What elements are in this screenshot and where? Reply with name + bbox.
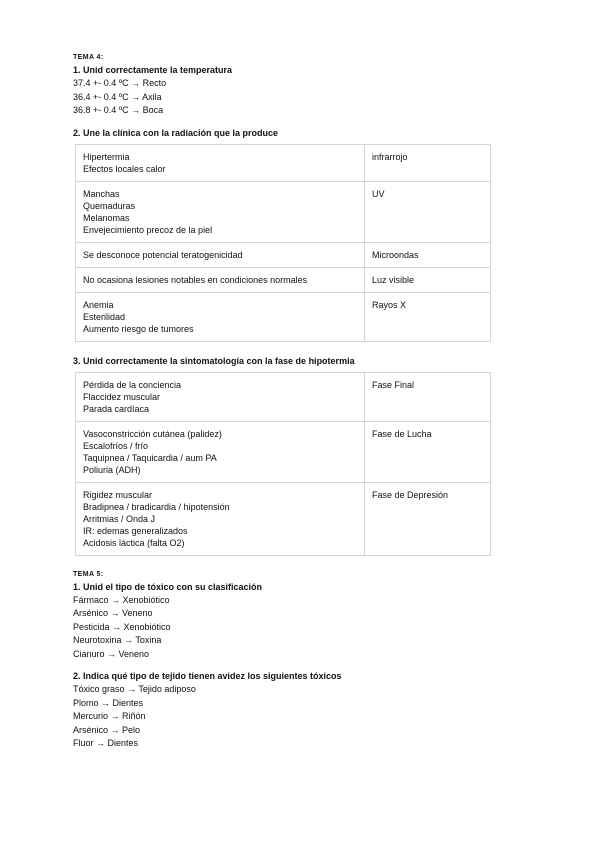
table-cell-fase: Fase de Depresión <box>365 482 491 555</box>
cell-line: Poliuria (ADH) <box>83 464 141 475</box>
table-cell-sintomas <box>76 372 365 421</box>
table-cell-clinica <box>76 267 365 292</box>
table-cell-fase: Fase Final <box>365 372 491 421</box>
list-item: Fluor → Dientes <box>73 738 139 748</box>
list-item: Cianuro → Veneno <box>73 648 150 659</box>
list-item: 37.4 +- 0.4 ºC → Recto <box>73 78 167 88</box>
tema5-q2-title: 2. Indica qué tipo de tejido tienen avidez los siguientes tóxicos <box>73 671 342 681</box>
table-cell-clinica <box>76 181 365 242</box>
radiation-table <box>75 144 491 342</box>
tema4-q3-title: 3. Unid correctamente la sintomatología con la fase de hipotermia <box>73 355 355 366</box>
table-row <box>76 421 491 482</box>
cell-line: Flaccidez muscular <box>83 391 161 402</box>
cell-line: Pérdida de la conciencia <box>83 379 182 390</box>
cell-line: Anemia <box>83 299 114 310</box>
cell-line: Bradipnea / bradicardia / hipotensión <box>83 501 230 512</box>
table-cell-radiacion: infrarrojo <box>365 144 491 181</box>
tema5-q1-title: 1. Unid el tipo de tóxico con su clasificación <box>73 581 263 592</box>
cell-line: Esterilidad <box>83 311 126 322</box>
tema4-q2-title: 2. Une la clínica con la radiación que la produce <box>73 127 279 138</box>
cell-line: Envejecimiento precoz de la piel <box>83 224 213 235</box>
table-cell-sintomas <box>76 482 365 555</box>
cell-line: Rigidez muscular <box>83 489 153 500</box>
table-cell-clinica <box>76 144 365 181</box>
list-item: Plomo → Dientes <box>73 697 144 708</box>
table-cell-radiacion: UV <box>365 181 491 242</box>
cell-line: IR: edemas generalizados <box>83 525 188 536</box>
cell-line: Melanomas <box>83 212 130 223</box>
list-item: Fármaco → Xenobiótico <box>73 594 170 605</box>
table-cell-clinica <box>76 242 365 267</box>
cell-line: Vasoconstricción cutánea (palidez) <box>83 428 222 439</box>
tema4-q1-title: 1. Unid correctamente la temperatura <box>73 65 233 75</box>
list-item: Neurotoxina → Toxina <box>73 635 162 645</box>
table-cell-radiacion: Microondas <box>365 242 491 267</box>
cell-line: Parada cardíaca <box>83 403 150 414</box>
table-row <box>76 292 491 341</box>
cell-line: Se desconoce potencial teratogenicidad <box>83 249 243 260</box>
cell-line: Arritmias / Onda J <box>83 513 156 524</box>
table-row <box>76 144 491 181</box>
table-cell-radiacion: Rayos X <box>365 292 491 341</box>
cell-line: Efectos locales calor <box>83 163 166 174</box>
list-item: Arsénico → Veneno <box>73 608 153 618</box>
cell-line: Quemaduras <box>83 200 136 211</box>
table-row <box>76 372 491 421</box>
tema5-q1-list <box>73 594 525 662</box>
list-item: 36.4 +- 0.4 ºC → Axila <box>73 91 162 102</box>
cell-line: Taquipnea / Taquicardia / aum PA <box>83 452 217 463</box>
table-row <box>76 267 491 292</box>
list-item: Pesticida → Xenobiótico <box>73 621 171 632</box>
table-row <box>76 181 491 242</box>
cell-line: Manchas <box>83 188 120 199</box>
list-item: Arsénico → Pelo <box>73 724 141 735</box>
tema4-q1-list <box>73 77 525 118</box>
table-cell-fase: Fase de Lucha <box>365 421 491 482</box>
table-cell-sintomas <box>76 421 365 482</box>
list-item: Mercurio → Riñón <box>73 711 146 721</box>
tema5-label: TEMA 5: <box>73 570 104 578</box>
cell-line: Escalofríos / frío <box>83 440 149 451</box>
list-item: Tóxico graso → Tejido adiposo <box>73 684 196 694</box>
document-page <box>73 52 525 751</box>
list-item: 36.8 +- 0.4 ºC → Boca <box>73 105 164 115</box>
hypothermia-table <box>75 372 491 556</box>
table-cell-radiacion: Luz visible <box>365 267 491 292</box>
cell-line: No ocasiona lesiones notables en condiciones normales <box>83 274 308 285</box>
cell-line: Aumento riesgo de tumores <box>83 323 194 334</box>
tema4-label: TEMA 4: <box>73 54 104 61</box>
table-cell-clinica <box>76 292 365 341</box>
table-row <box>76 482 491 555</box>
cell-line: Acidosis láctica (falta O2) <box>83 537 185 548</box>
cell-line: Hipertermia <box>83 151 130 162</box>
tema5-q2-list <box>73 683 525 751</box>
table-row <box>76 242 491 267</box>
